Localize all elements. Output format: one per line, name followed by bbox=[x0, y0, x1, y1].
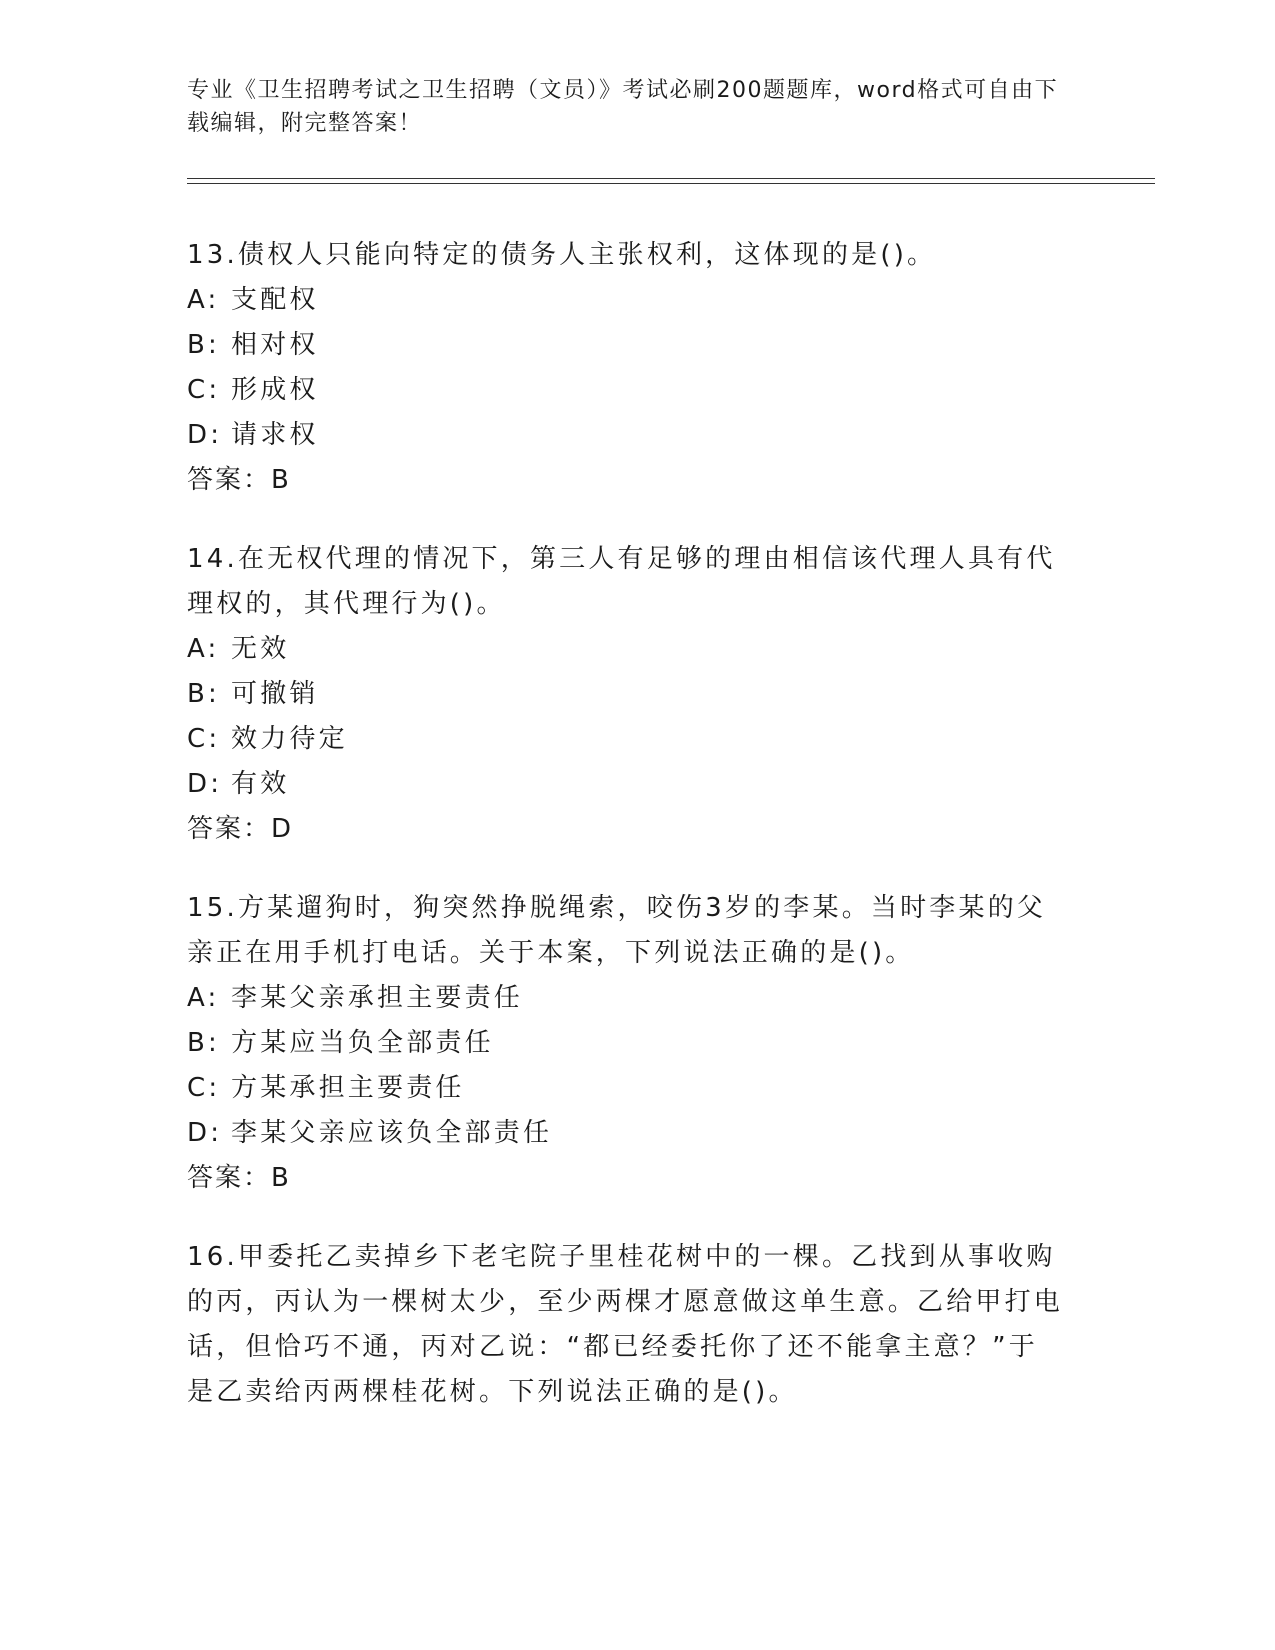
option-b bbox=[187, 1021, 1067, 1066]
option-a bbox=[187, 627, 1067, 672]
question-text: 16.甲委托乙卖掉乡下老宅院子里桂花树中的一棵。乙找到从事收购的丙，丙认为一棵树太少，至少两棵才愿意做这单生意。乙给甲打电话，但恰巧不通，丙对乙说：“都已经委托你了还不能拿主意？”于是乙卖给丙两棵桂花树。下列说法正确的是()。 bbox=[187, 1242, 1064, 1407]
option-text: 请求权 bbox=[231, 420, 319, 450]
question-text: 15.方某遛狗时，狗突然挣脱绳索，咬伤3岁的李某。当时李某的父亲正在用手机打电话。关于本案，下列说法正确的是()。 bbox=[187, 893, 1047, 968]
option-key: C: bbox=[187, 375, 221, 405]
option-text: 李某父亲应该负全部责任 bbox=[231, 1118, 553, 1148]
option-d bbox=[187, 1111, 1067, 1156]
option-b bbox=[187, 323, 1067, 368]
option-a bbox=[187, 278, 1067, 323]
document-header bbox=[187, 74, 1067, 140]
option-d bbox=[187, 413, 1067, 458]
option-text: 相对权 bbox=[231, 330, 319, 360]
option-key: D: bbox=[187, 769, 223, 799]
option-key: D: bbox=[187, 1118, 223, 1148]
question-14 bbox=[187, 537, 1067, 852]
question-text: 14.在无权代理的情况下，第三人有足够的理由相信该代理人具有代理权的，其代理行为()。 bbox=[187, 544, 1056, 619]
option-text: 可撤销 bbox=[231, 679, 319, 709]
option-key: C: bbox=[187, 724, 221, 754]
option-key: A: bbox=[187, 634, 220, 664]
header-divider bbox=[187, 178, 1155, 184]
option-d bbox=[187, 762, 1067, 807]
option-key: D: bbox=[187, 420, 223, 450]
option-key: B: bbox=[187, 1028, 220, 1058]
option-key: C: bbox=[187, 1073, 221, 1103]
answer-text: 答案：B bbox=[187, 465, 291, 495]
option-text: 方某应当负全部责任 bbox=[231, 1028, 494, 1058]
option-text: 有效 bbox=[231, 769, 290, 799]
option-key: B: bbox=[187, 679, 220, 709]
question-16 bbox=[187, 1235, 1067, 1415]
option-a bbox=[187, 976, 1067, 1021]
option-c bbox=[187, 1066, 1067, 1111]
option-c bbox=[187, 368, 1067, 413]
option-key: A: bbox=[187, 285, 220, 315]
option-text: 无效 bbox=[231, 634, 290, 664]
question-text: 13.债权人只能向特定的债务人主张权利，这体现的是()。 bbox=[187, 240, 937, 270]
option-c bbox=[187, 717, 1067, 762]
option-text: 李某父亲承担主要责任 bbox=[231, 983, 524, 1013]
answer-text: 答案：D bbox=[187, 814, 294, 844]
answer-text: 答案：B bbox=[187, 1163, 291, 1193]
option-key: B: bbox=[187, 330, 220, 360]
option-text: 方某承担主要责任 bbox=[231, 1073, 465, 1103]
option-text: 效力待定 bbox=[231, 724, 348, 754]
header-intro-text: 专业《卫生招聘考试之卫生招聘（文员）》考试必刷200题题库，word格式可自由下载编辑，附完整答案！ bbox=[187, 78, 1059, 136]
option-text: 形成权 bbox=[231, 375, 319, 405]
option-b bbox=[187, 672, 1067, 717]
question-15 bbox=[187, 886, 1067, 1201]
question-13 bbox=[187, 233, 1067, 503]
question-list bbox=[187, 233, 1067, 1449]
option-key: A: bbox=[187, 983, 220, 1013]
option-text: 支配权 bbox=[231, 285, 319, 315]
